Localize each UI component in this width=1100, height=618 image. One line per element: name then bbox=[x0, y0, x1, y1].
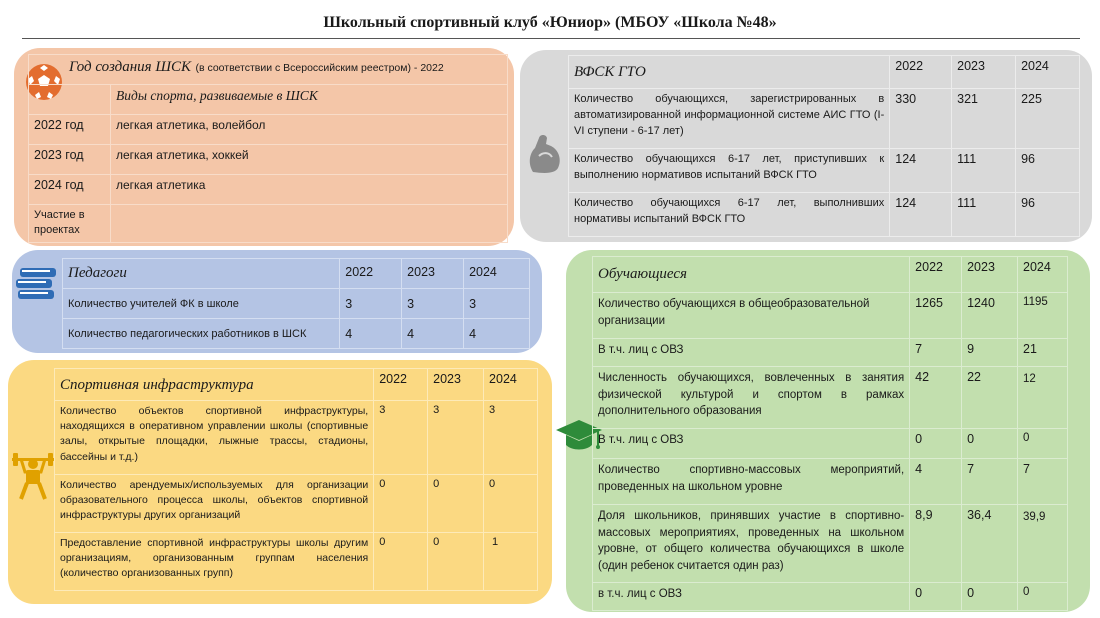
value-cell: 3 bbox=[402, 289, 464, 319]
value-cell: 0 bbox=[428, 475, 484, 533]
year-cell: 2024 год bbox=[29, 175, 111, 205]
table-row bbox=[29, 205, 508, 243]
value-cell: 1195 bbox=[1018, 293, 1068, 339]
value-cell: 1265 bbox=[910, 293, 962, 339]
year-header: 2023 bbox=[402, 259, 464, 289]
value-cell: 7 bbox=[962, 459, 1018, 505]
value-cell: 96 bbox=[1016, 193, 1080, 237]
row-label: Численность обучающихся, вовлеченных в занятия физической культурой и спортом в рамках дополнительного образования bbox=[593, 367, 910, 429]
table-row bbox=[593, 459, 1068, 505]
table-row bbox=[55, 401, 538, 475]
value-cell: 1 bbox=[484, 533, 538, 591]
table-row bbox=[29, 145, 508, 175]
row-label: Количество обучающихся 6-17 лет, выполнивших нормативы испытаний ВФСК ГТО bbox=[569, 193, 890, 237]
value-cell: 96 bbox=[1016, 149, 1080, 193]
value-cell: 0 bbox=[1018, 429, 1068, 459]
value-cell: 4 bbox=[464, 319, 530, 349]
value-cell: 124 bbox=[890, 193, 952, 237]
year-cell: 2022 год bbox=[29, 115, 111, 145]
value-cell: 9 bbox=[962, 339, 1018, 367]
value-cell: 3 bbox=[428, 401, 484, 475]
books-icon bbox=[14, 262, 58, 302]
value-cell: 330 bbox=[890, 89, 952, 149]
founding-title: Год создания ШСК bbox=[69, 59, 191, 75]
value-cell: 111 bbox=[952, 149, 1016, 193]
row-label: Количество обучающихся в общеобразовательной организации bbox=[593, 293, 910, 339]
page-title: Школьный спортивный клуб «Юниор» (МБОУ «Школа №48» bbox=[323, 14, 777, 31]
weightlifter-icon bbox=[10, 450, 56, 502]
sports-cell: легкая атлетика, волейбол bbox=[111, 115, 508, 145]
value-cell: 0 bbox=[374, 533, 428, 591]
value-cell: 8,9 bbox=[910, 505, 962, 583]
value-cell: 321 bbox=[952, 89, 1016, 149]
gto-title: ВФСК ГТО bbox=[569, 56, 890, 89]
value-cell: 0 bbox=[962, 429, 1018, 459]
year-header: 2023 bbox=[952, 56, 1016, 89]
year-header: 2024 bbox=[1016, 56, 1080, 89]
row-label: Количество педагогических работников в ШСК bbox=[63, 319, 340, 349]
table-row bbox=[569, 89, 1080, 149]
value-cell: 0 bbox=[374, 475, 428, 533]
year-header: 2024 bbox=[1018, 257, 1068, 293]
value-cell: 0 bbox=[962, 583, 1018, 611]
year-header: 2022 bbox=[340, 259, 402, 289]
table-row bbox=[593, 367, 1068, 429]
students-title: Обучающиеся bbox=[593, 257, 910, 293]
value-cell: 124 bbox=[890, 149, 952, 193]
table-row bbox=[55, 533, 538, 591]
value-cell: 12 bbox=[1018, 367, 1068, 429]
row-label: Количество учителей ФК в школе bbox=[63, 289, 340, 319]
row-label: в т.ч. лиц с ОВЗ bbox=[593, 583, 910, 611]
projects-label: Участие в проектах bbox=[29, 205, 111, 243]
gto-table bbox=[568, 55, 1080, 237]
sports-cell: легкая атлетика bbox=[111, 175, 508, 205]
year-header: 2024 bbox=[484, 369, 538, 401]
students-table bbox=[592, 256, 1068, 611]
title-divider bbox=[22, 38, 1080, 39]
table-row bbox=[63, 319, 530, 349]
sports-cell: легкая атлетика, хоккей bbox=[111, 145, 508, 175]
value-cell: 3 bbox=[374, 401, 428, 475]
year-header: 2023 bbox=[962, 257, 1018, 293]
infrastructure-table bbox=[54, 368, 538, 591]
value-cell: 7 bbox=[1018, 459, 1068, 505]
table-row bbox=[29, 115, 508, 145]
table-row bbox=[593, 505, 1068, 583]
row-label: В т.ч. лиц с ОВЗ bbox=[593, 429, 910, 459]
row-label: Количество обучающихся, зарегистрированных в автоматизированной информационной системе АИС ГТО (I-VI ступени - 6-17 лет) bbox=[569, 89, 890, 149]
row-label: В т.ч. лиц с ОВЗ bbox=[593, 339, 910, 367]
table-row bbox=[29, 175, 508, 205]
value-cell: 3 bbox=[484, 401, 538, 475]
teachers-title: Педагоги bbox=[63, 259, 340, 289]
year-cell: 2023 год bbox=[29, 145, 111, 175]
value-cell: 36,4 bbox=[962, 505, 1018, 583]
value-cell: 4 bbox=[910, 459, 962, 505]
table-row bbox=[63, 289, 530, 319]
value-cell: 39,9 bbox=[1018, 505, 1068, 583]
table-row bbox=[593, 583, 1068, 611]
row-label: Количество объектов спортивной инфраструктуры, находящихся в оперативном управлении школы (спортивные залы, открытые площадки, лыжные трассы, стадионы, бассейны и т.д.) bbox=[55, 401, 374, 475]
year-header: 2022 bbox=[890, 56, 952, 89]
row-label: Количество обучающихся 6-17 лет, приступивших к выполнению нормативов испытаний ВФСК ГТО bbox=[569, 149, 890, 193]
value-cell: 7 bbox=[910, 339, 962, 367]
year-header: 2022 bbox=[910, 257, 962, 293]
table-row bbox=[569, 193, 1080, 237]
table-row bbox=[55, 475, 538, 533]
table-row bbox=[593, 429, 1068, 459]
row-label: Количество спортивно-массовых мероприятий, проведенных на школьном уровне bbox=[593, 459, 910, 505]
value-cell: 4 bbox=[402, 319, 464, 349]
founding-table bbox=[28, 54, 508, 243]
table-row bbox=[593, 293, 1068, 339]
value-cell: 0 bbox=[910, 583, 962, 611]
row-label: Предоставление спортивной инфраструктуры школы другим организациям, организованным группам населения (количество организованных групп) bbox=[55, 533, 374, 591]
year-header: 2022 bbox=[374, 369, 428, 401]
value-cell: 3 bbox=[340, 289, 402, 319]
table-row bbox=[593, 339, 1068, 367]
table-row bbox=[569, 149, 1080, 193]
value-cell: 0 bbox=[484, 475, 538, 533]
year-header: 2024 bbox=[464, 259, 530, 289]
row-label: Количество арендуемых/используемых для организации образовательного процесса школы, объектов спортивной инфраструктуры других организаций bbox=[55, 475, 374, 533]
value-cell: 3 bbox=[464, 289, 530, 319]
value-cell: 42 bbox=[910, 367, 962, 429]
value-cell: 0 bbox=[910, 429, 962, 459]
value-cell: 22 bbox=[962, 367, 1018, 429]
flexed-arm-icon bbox=[525, 130, 565, 176]
sports-header: Виды спорта, развиваемые в ШСК bbox=[111, 85, 508, 115]
value-cell: 0 bbox=[428, 533, 484, 591]
value-cell: 0 bbox=[1018, 583, 1068, 611]
year-header: 2023 bbox=[428, 369, 484, 401]
founding-note: (в соответствии с Всероссийским реестром) - 2022 bbox=[195, 62, 444, 74]
value-cell: 111 bbox=[952, 193, 1016, 237]
infrastructure-title: Спортивная инфраструктура bbox=[55, 369, 374, 401]
value-cell: 1240 bbox=[962, 293, 1018, 339]
value-cell: 21 bbox=[1018, 339, 1068, 367]
value-cell: 225 bbox=[1016, 89, 1080, 149]
projects-value bbox=[111, 205, 508, 243]
teachers-table bbox=[62, 258, 530, 349]
value-cell: 4 bbox=[340, 319, 402, 349]
row-label: Доля школьников, принявших участие в спортивно-массовых мероприятиях, проведенных на школьном уровне, от общего количества обучающихся в школе (один ребенок считается один раз) bbox=[593, 505, 910, 583]
